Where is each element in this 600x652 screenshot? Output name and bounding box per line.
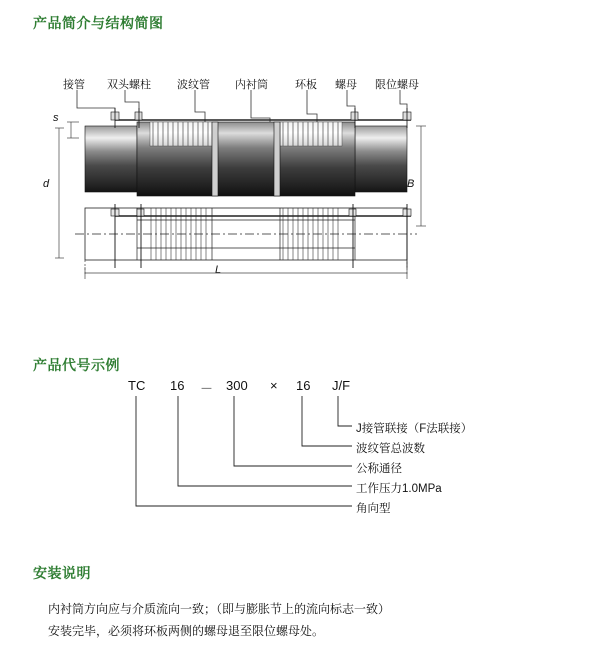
dimension-label-B: B [407,178,415,190]
code-token-5: 16 [296,378,311,393]
code-description-2: 公称通径 [356,463,402,475]
callout-label-2: 波纹管 [177,79,210,91]
code-token-6: J/F [332,378,351,393]
structure-diagram [43,68,535,283]
code-token-2: － [200,381,214,396]
code-description-3: 工作压力1.0MPa [356,483,442,495]
dimension-label-d: d [43,178,50,190]
code-description-4: 角向型 [356,503,391,515]
code-description-1: 波纹管总波数 [356,443,425,455]
code-token-4: × [270,378,278,393]
code-token-1: 16 [170,378,185,393]
section-title-code: 产品代号示例 [33,357,120,373]
install-note-line-2: 安装完毕，必须将环板两侧的螺母退至限位螺母处。 [48,624,325,638]
callout-label-5: 螺母 [335,79,357,91]
callout-label-3: 内衬筒 [235,79,268,91]
code-token-3: 300 [226,378,248,393]
code-leader-lines [100,378,520,538]
product-code-diagram [100,378,520,538]
callout-label-4: 环板 [295,79,317,91]
expansion-joint-drawing [55,68,535,283]
callout-label-0: 接管 [63,79,85,91]
section-title-intro: 产品简介与结构简图 [33,15,164,31]
section-title-install: 安装说明 [33,565,91,581]
callout-label-6: 限位螺母 [375,79,419,91]
dimension-label-L: L [215,264,222,276]
callout-label-1: 双头螺柱 [107,79,151,91]
install-note-line-1: 内衬筒方向应与介质流向一致；（即与膨胀节上的流向标志一致） [48,602,391,616]
dimension-label-s: s [53,112,59,124]
code-description-0: J接管联接（F法联接） [356,423,473,435]
code-token-0: TC [128,378,146,393]
